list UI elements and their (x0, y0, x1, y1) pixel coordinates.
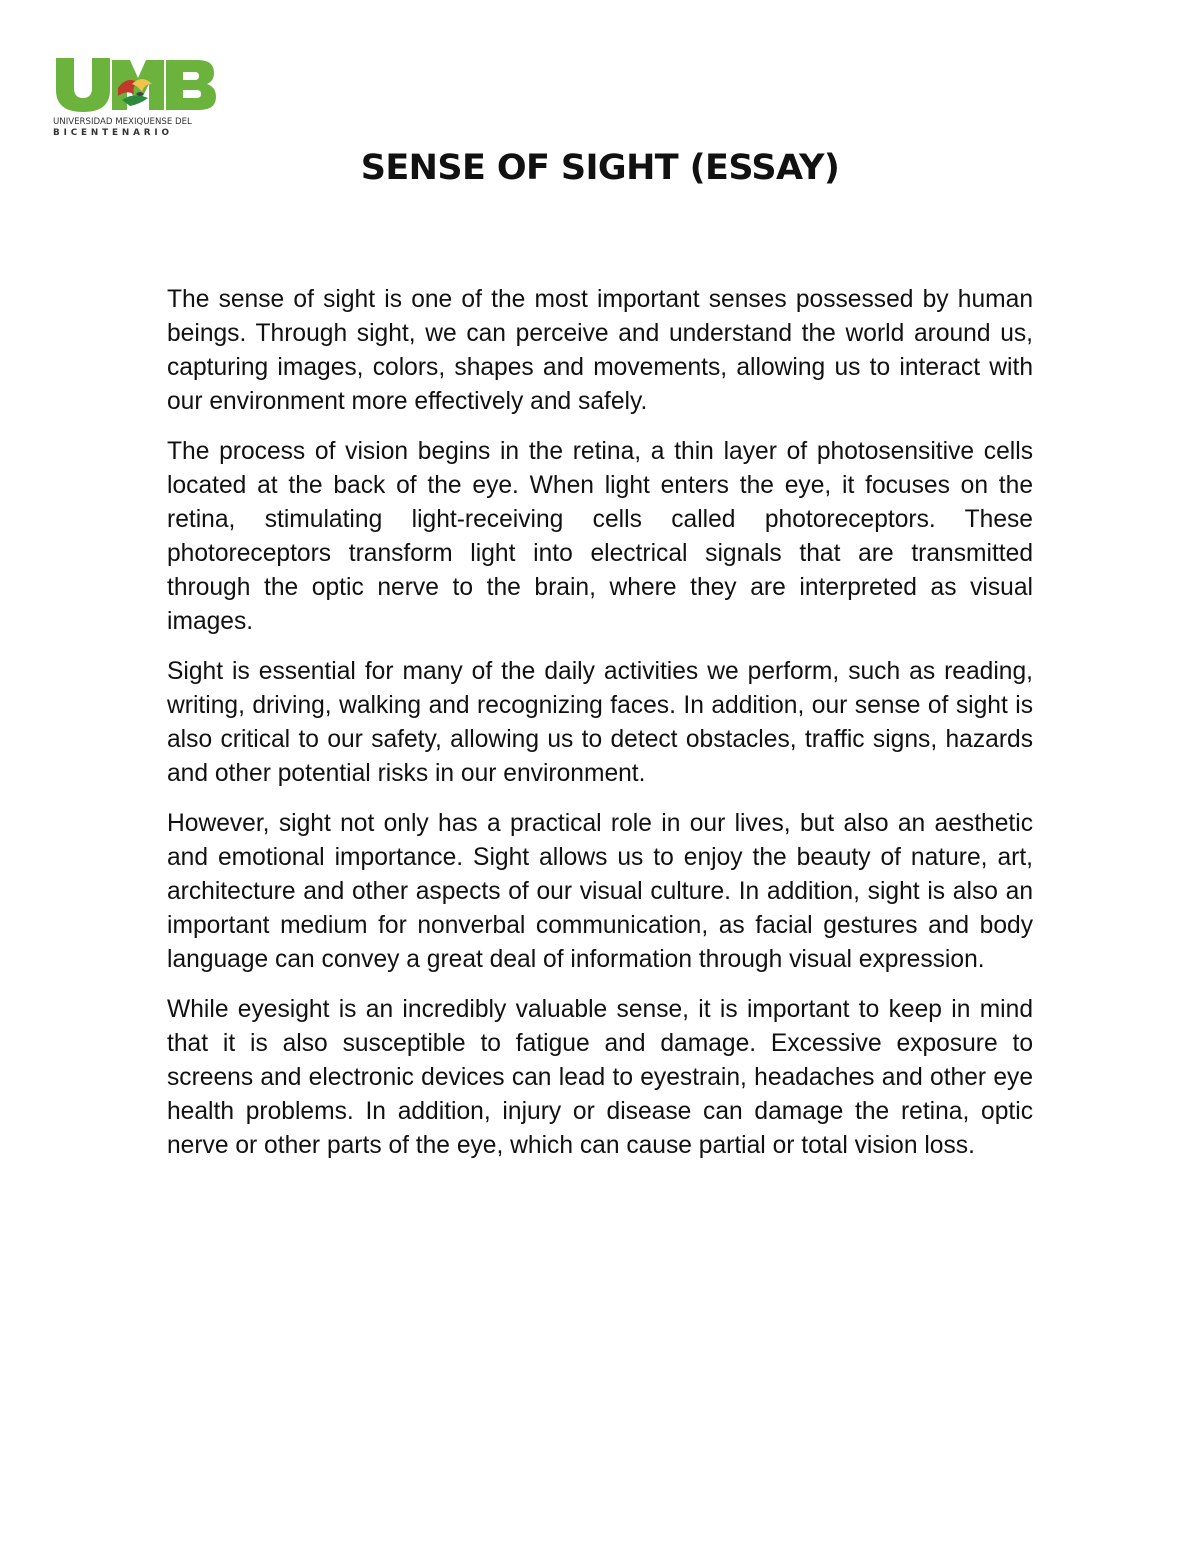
university-logo (52, 54, 220, 138)
logo-line1: UNIVERSIDAD MEXIQUENSE DEL (53, 117, 192, 127)
umb-logo-graphic (52, 54, 220, 138)
logo-letter-b (166, 60, 216, 110)
paragraph-1: The sense of sight is one of the most important senses possessed by human beings. Through sight, we can perceive and understand the world around us, capturing images, colors, shapes and movements, allowing us to interact with our environment more effectively and safely. (167, 286, 1033, 415)
essay-body (167, 283, 1033, 1179)
document-title: SENSE OF SIGHT (ESSAY) (360, 148, 840, 188)
logo-line2: B I C E N T E N A R I O (53, 128, 170, 138)
paragraph-4: However, sight not only has a practical role in our lives, but also an aesthetic and emotional importance. Sight allows us to enjoy the beauty of nature, art, architecture and other aspects of our visual culture. In addition, sight is also an important medium for nonverbal communication, as facial gestures and body language can convey a great deal of information through visual expression. (167, 810, 1033, 973)
paragraph-3: Sight is essential for many of the daily activities we perform, such as reading, writing, driving, walking and recognizing faces. In addition, our sense of sight is also critical to our safety, allowing us to detect obstacles, traffic signs, hazards and other potential risks in our environment. (167, 658, 1033, 787)
paragraph-5: While eyesight is an incredibly valuable sense, it is important to keep in mind that it is also susceptible to fatigue and damage. Excessive exposure to screens and electronic devices can lead to eyestrain, headaches and other eye health problems. In addition, injury or disease can damage the retina, optic nerve or other parts of the eye, which can cause partial or total vision loss. (167, 996, 1033, 1159)
paragraph-2: The process of vision begins in the retina, a thin layer of photosensitive cells located at the back of the eye. When light enters the eye, it focuses on the retina, stimulating light-receiving cells called photoreceptors. These photoreceptors transform light into electrical signals that are transmitted through the optic nerve to the brain, where they are interpreted as visual images. (167, 438, 1033, 635)
logo-letter-u (56, 58, 110, 112)
